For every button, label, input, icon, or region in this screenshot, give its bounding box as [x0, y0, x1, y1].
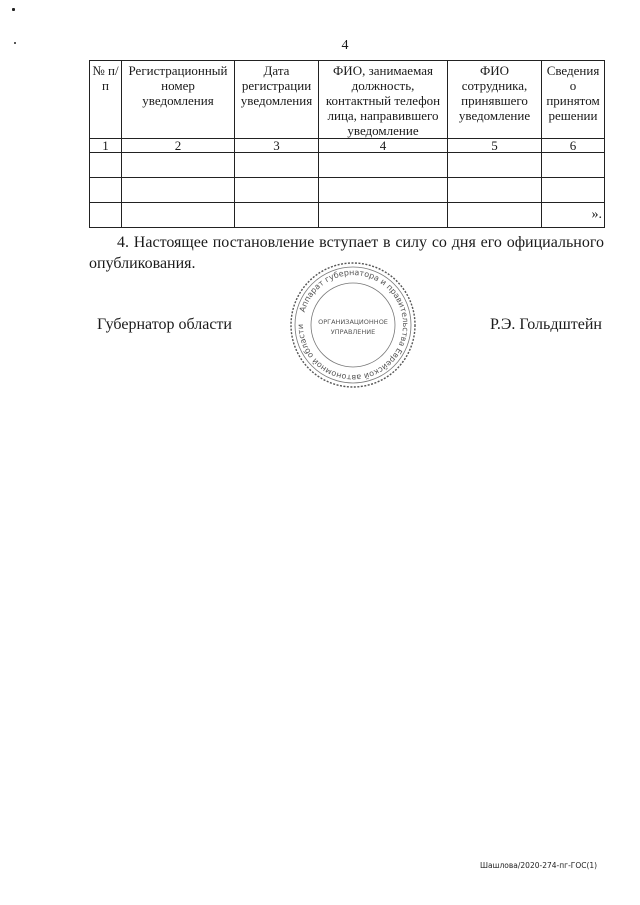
seal-inner-text-2: УПРАВЛЕНИЕ	[330, 328, 376, 336]
table-cell	[122, 153, 235, 178]
table-cell	[448, 178, 542, 203]
seal-icon	[288, 260, 418, 390]
table-cell	[319, 153, 448, 178]
column-number-row	[90, 139, 605, 153]
table-cell	[90, 203, 122, 228]
table-cell	[542, 203, 605, 228]
header-registration-date: Дата регистрации уведомления	[235, 61, 319, 139]
table-cell	[235, 178, 319, 203]
table-cell	[448, 153, 542, 178]
table-cell	[448, 203, 542, 228]
table-row	[90, 178, 605, 203]
table-cell	[90, 153, 122, 178]
table-cell	[122, 178, 235, 203]
table-cell	[122, 203, 235, 228]
official-seal-stamp	[288, 260, 418, 390]
notification-register-table	[89, 60, 605, 228]
seal-inner-text-1: ОРГАНИЗАЦИОННОЕ	[318, 318, 388, 326]
closing-quote: ».	[591, 207, 602, 222]
header-registration-number: Регистрационный номер уведомления	[122, 61, 235, 139]
table-header-row	[90, 61, 605, 139]
page-number: 4	[341, 38, 349, 53]
table-cell	[542, 153, 605, 178]
table-row	[90, 203, 605, 228]
table-cell	[319, 203, 448, 228]
table-row	[90, 153, 605, 178]
signatory-name: Р.Э. Гольдштейн	[489, 316, 602, 333]
column-number: 3	[235, 139, 319, 153]
column-number: 2	[122, 139, 235, 153]
table-cell	[542, 178, 605, 203]
table-cell	[319, 178, 448, 203]
column-number: 6	[542, 139, 605, 153]
table-cell	[235, 203, 319, 228]
header-receiver-name: ФИО сотрудника, принявшего уведомление	[448, 61, 542, 139]
signatory-title: Губернатор области	[97, 316, 232, 333]
scan-mark-top	[12, 8, 15, 11]
column-number: 5	[448, 139, 542, 153]
seal-outer-text: Аппарат губернатора и правительства Еврейской автономной области	[295, 267, 411, 383]
table-cell	[90, 178, 122, 203]
document-reference: Шашлова/2020-274-пг-ГОС(1)	[480, 861, 598, 870]
table-cell	[235, 153, 319, 178]
header-row-number: № п/п	[90, 61, 122, 139]
header-decision-info: Сведения о принятом решении	[542, 61, 605, 139]
column-number: 1	[90, 139, 122, 153]
header-sender-info: ФИО, занимаемая должность, контактный телефон лица, направившего уведомление	[319, 61, 448, 139]
effective-date-paragraph: 4. Настоящее постановление вступает в силу со дня его официального опубликования.	[89, 234, 604, 272]
column-number: 4	[319, 139, 448, 153]
